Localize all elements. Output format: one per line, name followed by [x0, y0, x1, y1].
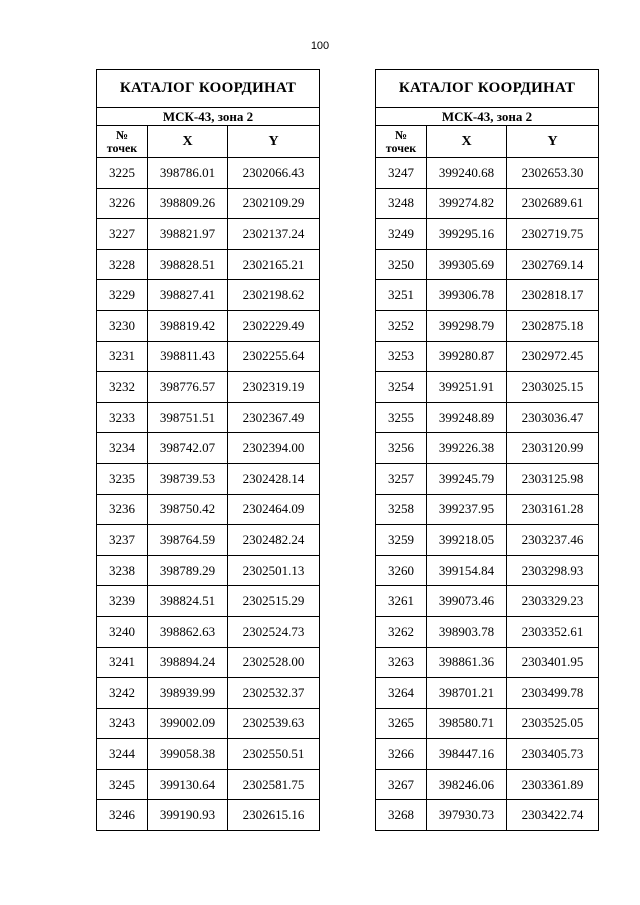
table-row	[376, 739, 599, 770]
x-coordinate-cell: 398903.78	[427, 616, 507, 647]
y-coordinate-cell: 2302653.30	[507, 158, 599, 189]
y-coordinate-cell: 2302165.21	[228, 249, 320, 280]
table-row	[376, 678, 599, 709]
table-row	[97, 769, 320, 800]
x-coordinate-cell: 399240.68	[427, 158, 507, 189]
table-row	[97, 494, 320, 525]
point-number-cell: 3242	[97, 678, 148, 709]
y-coordinate-cell: 2302818.17	[507, 280, 599, 311]
x-coordinate-cell: 398739.53	[148, 463, 228, 494]
table-row	[376, 463, 599, 494]
table-row	[97, 310, 320, 341]
x-coordinate-cell: 399218.05	[427, 525, 507, 556]
y-coordinate-cell: 2302615.16	[228, 800, 320, 831]
coordinate-catalog-table-right	[375, 69, 599, 831]
y-coordinate-cell: 2302501.13	[228, 555, 320, 586]
point-number-cell: 3243	[97, 708, 148, 739]
table-row	[376, 310, 599, 341]
x-coordinate-cell: 398824.51	[148, 586, 228, 617]
point-number-cell: 3249	[376, 219, 427, 250]
point-number-cell: 3234	[97, 433, 148, 464]
y-coordinate-cell: 2302109.29	[228, 188, 320, 219]
point-number-cell: 3251	[376, 280, 427, 311]
table-row	[97, 586, 320, 617]
coordinate-system-label: МСК-43, зона 2	[97, 108, 320, 126]
table-row	[97, 372, 320, 403]
table-row	[97, 433, 320, 464]
table-row	[376, 616, 599, 647]
x-coordinate-cell: 398861.36	[427, 647, 507, 678]
x-coordinate-cell: 398789.29	[148, 555, 228, 586]
table-row	[376, 249, 599, 280]
point-number-cell: 3248	[376, 188, 427, 219]
x-coordinate-cell: 398827.41	[148, 280, 228, 311]
y-coordinate-cell: 2303120.99	[507, 433, 599, 464]
x-coordinate-cell: 399058.38	[148, 739, 228, 770]
y-header: Y	[228, 126, 320, 158]
y-coordinate-cell: 2302394.00	[228, 433, 320, 464]
x-coordinate-cell: 399280.87	[427, 341, 507, 372]
table-row	[376, 341, 599, 372]
x-coordinate-cell: 398701.21	[427, 678, 507, 709]
y-coordinate-cell: 2302482.24	[228, 525, 320, 556]
point-number-cell: 3254	[376, 372, 427, 403]
y-coordinate-cell: 2302719.75	[507, 219, 599, 250]
x-coordinate-cell: 399274.82	[427, 188, 507, 219]
table-row	[97, 402, 320, 433]
point-number-cell: 3238	[97, 555, 148, 586]
point-number-cell: 3260	[376, 555, 427, 586]
x-coordinate-cell: 399306.78	[427, 280, 507, 311]
table-row	[97, 158, 320, 189]
table-row	[376, 708, 599, 739]
x-header: X	[148, 126, 228, 158]
point-number-cell: 3236	[97, 494, 148, 525]
point-number-cell: 3228	[97, 249, 148, 280]
y-coordinate-cell: 2302255.64	[228, 341, 320, 372]
x-coordinate-cell: 398246.06	[427, 769, 507, 800]
coordinate-rows	[376, 158, 599, 831]
point-number-header-word: точек	[385, 140, 417, 155]
x-coordinate-cell: 399251.91	[427, 372, 507, 403]
y-coordinate-cell: 2303298.93	[507, 555, 599, 586]
point-number-header	[97, 126, 148, 158]
x-header: X	[427, 126, 507, 158]
x-coordinate-cell: 399154.84	[427, 555, 507, 586]
coordinate-catalog-table-left	[96, 69, 320, 831]
table-row	[376, 219, 599, 250]
x-coordinate-cell: 399298.79	[427, 310, 507, 341]
point-number-cell: 3245	[97, 769, 148, 800]
table-row	[97, 280, 320, 311]
point-number-cell: 3225	[97, 158, 148, 189]
y-coordinate-cell: 2302198.62	[228, 280, 320, 311]
point-number-header-symbol: №	[394, 127, 408, 142]
x-coordinate-cell: 399226.38	[427, 433, 507, 464]
table-row	[97, 525, 320, 556]
x-coordinate-cell: 399002.09	[148, 708, 228, 739]
y-coordinate-cell: 2302229.49	[228, 310, 320, 341]
x-coordinate-cell: 398580.71	[427, 708, 507, 739]
table-row	[376, 525, 599, 556]
point-number-cell: 3263	[376, 647, 427, 678]
y-coordinate-cell: 2303525.05	[507, 708, 599, 739]
table-row	[97, 739, 320, 770]
point-number-cell: 3235	[97, 463, 148, 494]
x-coordinate-cell: 399190.93	[148, 800, 228, 831]
y-coordinate-cell: 2303125.98	[507, 463, 599, 494]
table-row	[97, 678, 320, 709]
x-coordinate-cell: 399073.46	[427, 586, 507, 617]
x-coordinate-cell: 398894.24	[148, 647, 228, 678]
y-coordinate-cell: 2302550.51	[228, 739, 320, 770]
point-number-cell: 3267	[376, 769, 427, 800]
coordinate-system-label: МСК-43, зона 2	[376, 108, 599, 126]
x-coordinate-cell: 398750.42	[148, 494, 228, 525]
y-coordinate-cell: 2303361.89	[507, 769, 599, 800]
y-coordinate-cell: 2302539.63	[228, 708, 320, 739]
point-number-cell: 3266	[376, 739, 427, 770]
point-number-cell: 3265	[376, 708, 427, 739]
point-number-header-word: точек	[106, 140, 138, 155]
x-coordinate-cell: 399295.16	[427, 219, 507, 250]
point-number-cell: 3262	[376, 616, 427, 647]
x-coordinate-cell: 398742.07	[148, 433, 228, 464]
y-coordinate-cell: 2302515.29	[228, 586, 320, 617]
point-number-cell: 3261	[376, 586, 427, 617]
point-number-cell: 3233	[97, 402, 148, 433]
table-row	[376, 402, 599, 433]
y-coordinate-cell: 2302367.49	[228, 402, 320, 433]
y-coordinate-cell: 2303405.73	[507, 739, 599, 770]
point-number-cell: 3268	[376, 800, 427, 831]
x-coordinate-cell: 398751.51	[148, 402, 228, 433]
table-row	[97, 555, 320, 586]
table-row	[376, 433, 599, 464]
y-coordinate-cell: 2302689.61	[507, 188, 599, 219]
point-number-cell: 3258	[376, 494, 427, 525]
catalog-title: КАТАЛОГ КООРДИНАТ	[376, 70, 599, 108]
table-row	[376, 555, 599, 586]
y-coordinate-cell: 2303161.28	[507, 494, 599, 525]
point-number-cell: 3259	[376, 525, 427, 556]
x-coordinate-cell: 399130.64	[148, 769, 228, 800]
x-coordinate-cell: 399237.95	[427, 494, 507, 525]
y-coordinate-cell: 2303422.74	[507, 800, 599, 831]
table-row	[97, 800, 320, 831]
x-coordinate-cell: 397930.73	[427, 800, 507, 831]
point-number-cell: 3257	[376, 463, 427, 494]
x-coordinate-cell: 398809.26	[148, 188, 228, 219]
point-number-cell: 3227	[97, 219, 148, 250]
catalog-title: КАТАЛОГ КООРДИНАТ	[97, 70, 320, 108]
y-coordinate-cell: 2302769.14	[507, 249, 599, 280]
y-header: Y	[507, 126, 599, 158]
y-coordinate-cell: 2303499.78	[507, 678, 599, 709]
point-number-cell: 3250	[376, 249, 427, 280]
y-coordinate-cell: 2303237.46	[507, 525, 599, 556]
y-coordinate-cell: 2302319.19	[228, 372, 320, 403]
table-row	[376, 769, 599, 800]
table-row	[376, 494, 599, 525]
y-coordinate-cell: 2302137.24	[228, 219, 320, 250]
table-row	[97, 249, 320, 280]
y-coordinate-cell: 2303036.47	[507, 402, 599, 433]
x-coordinate-cell: 398939.99	[148, 678, 228, 709]
x-coordinate-cell: 398862.63	[148, 616, 228, 647]
table-row	[376, 647, 599, 678]
y-coordinate-cell: 2303329.23	[507, 586, 599, 617]
point-number-cell: 3241	[97, 647, 148, 678]
coordinate-rows	[97, 158, 320, 831]
point-number-cell: 3239	[97, 586, 148, 617]
point-number-cell: 3246	[97, 800, 148, 831]
table-row	[376, 586, 599, 617]
point-number-cell: 3244	[97, 739, 148, 770]
table-row	[97, 219, 320, 250]
y-coordinate-cell: 2302428.14	[228, 463, 320, 494]
y-coordinate-cell: 2302066.43	[228, 158, 320, 189]
point-number-cell: 3247	[376, 158, 427, 189]
x-coordinate-cell: 399245.79	[427, 463, 507, 494]
table-row	[376, 158, 599, 189]
point-number-cell: 3253	[376, 341, 427, 372]
point-number-cell: 3255	[376, 402, 427, 433]
table-row	[97, 708, 320, 739]
y-coordinate-cell: 2302972.45	[507, 341, 599, 372]
table-row	[376, 188, 599, 219]
y-coordinate-cell: 2303352.61	[507, 616, 599, 647]
point-number-cell: 3237	[97, 525, 148, 556]
point-number-cell: 3232	[97, 372, 148, 403]
table-row	[97, 341, 320, 372]
y-coordinate-cell: 2303025.15	[507, 372, 599, 403]
point-number-cell: 3229	[97, 280, 148, 311]
y-coordinate-cell: 2302528.00	[228, 647, 320, 678]
y-coordinate-cell: 2302532.37	[228, 678, 320, 709]
x-coordinate-cell: 399305.69	[427, 249, 507, 280]
point-number-cell: 3231	[97, 341, 148, 372]
point-number-cell: 3240	[97, 616, 148, 647]
table-row	[97, 463, 320, 494]
y-coordinate-cell: 2302524.73	[228, 616, 320, 647]
y-coordinate-cell: 2303401.95	[507, 647, 599, 678]
x-coordinate-cell: 399248.89	[427, 402, 507, 433]
point-number-header-symbol: №	[115, 127, 129, 142]
y-coordinate-cell: 2302581.75	[228, 769, 320, 800]
table-row	[97, 616, 320, 647]
x-coordinate-cell: 398764.59	[148, 525, 228, 556]
x-coordinate-cell: 398447.16	[427, 739, 507, 770]
x-coordinate-cell: 398828.51	[148, 249, 228, 280]
point-number-header	[376, 126, 427, 158]
page-number: 100	[310, 40, 330, 52]
table-row	[376, 800, 599, 831]
point-number-cell: 3252	[376, 310, 427, 341]
x-coordinate-cell: 398819.42	[148, 310, 228, 341]
table-row	[97, 647, 320, 678]
point-number-cell: 3256	[376, 433, 427, 464]
table-row	[376, 372, 599, 403]
x-coordinate-cell: 398821.97	[148, 219, 228, 250]
x-coordinate-cell: 398786.01	[148, 158, 228, 189]
y-coordinate-cell: 2302875.18	[507, 310, 599, 341]
x-coordinate-cell: 398811.43	[148, 341, 228, 372]
point-number-cell: 3264	[376, 678, 427, 709]
table-row	[376, 280, 599, 311]
y-coordinate-cell: 2302464.09	[228, 494, 320, 525]
point-number-cell: 3230	[97, 310, 148, 341]
x-coordinate-cell: 398776.57	[148, 372, 228, 403]
point-number-cell: 3226	[97, 188, 148, 219]
table-row	[97, 188, 320, 219]
